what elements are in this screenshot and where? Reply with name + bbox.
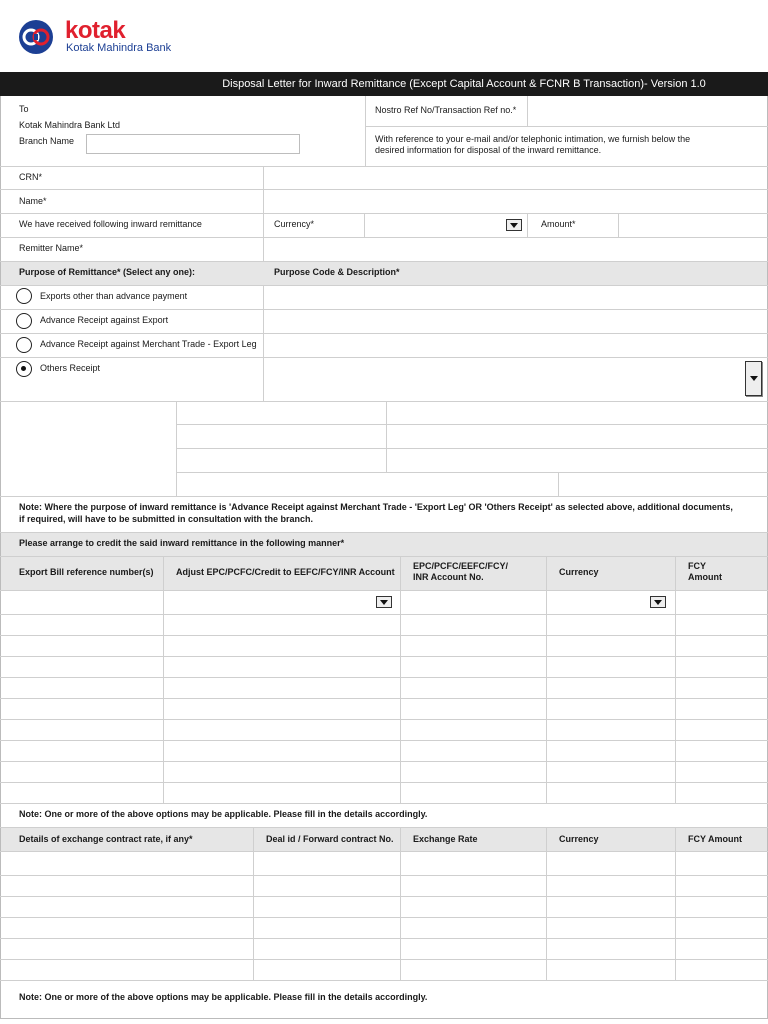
col-account-no-line2: INR Account No.: [413, 572, 484, 582]
reference-text-line1: With reference to your e-mail and/or telephonic intimation, we furnish below the: [375, 134, 691, 144]
purpose-option-others[interactable]: [0, 358, 263, 401]
option-label: Advance Receipt against Merchant Trade - Export Leg: [40, 339, 257, 349]
crn-input[interactable]: [264, 167, 767, 189]
additional-input-7[interactable]: [177, 473, 558, 496]
table-row[interactable]: [1, 897, 767, 917]
note-merchant-trade-line2: if required, will have to be submitted in consultation with the branch.: [19, 514, 314, 524]
table-row[interactable]: [1, 783, 767, 803]
col-currency: Currency: [559, 567, 599, 577]
table-row[interactable]: [1, 741, 767, 761]
additional-input-3[interactable]: [177, 425, 386, 448]
kotak-logo-icon: [18, 19, 54, 55]
purpose-option-merchant-trade[interactable]: [0, 334, 263, 357]
remitter-name-label: Remitter Name*: [19, 243, 84, 253]
remitter-name-input[interactable]: [264, 238, 767, 261]
col-fcy-line2: Amount: [688, 572, 722, 582]
option-label: Exports other than advance payment: [40, 291, 188, 301]
additional-input-4[interactable]: [387, 425, 767, 448]
col-fcy-line1: FCY: [688, 561, 706, 571]
purpose-option-exports[interactable]: [0, 286, 263, 309]
branch-name-input[interactable]: [86, 134, 300, 154]
purpose-code-input-2[interactable]: [264, 310, 767, 333]
col-adjust-account: Adjust EPC/PCFC/Credit to EEFC/FCY/INR Account: [176, 567, 395, 577]
nostro-ref-input[interactable]: [528, 97, 767, 125]
table-row[interactable]: [1, 720, 767, 740]
received-label: We have received following inward remittance: [19, 219, 202, 229]
option-label: Others Receipt: [40, 363, 101, 373]
note-options-1: Note: One or more of the above options may be applicable. Please fill in the details accordingly.: [19, 809, 428, 819]
purpose-option-advance-export[interactable]: [0, 310, 263, 333]
purpose-header-label: Purpose of Remittance* (Select any one):: [19, 267, 196, 277]
currency-dropdown-icon[interactable]: [506, 219, 522, 231]
table-row[interactable]: [1, 939, 767, 959]
radio-button[interactable]: [16, 288, 32, 304]
additional-input-2[interactable]: [387, 402, 767, 424]
adjust-account-dropdown-icon[interactable]: [376, 596, 392, 608]
name-label: Name*: [19, 196, 47, 206]
col-exchange-rate: Exchange Rate: [413, 834, 478, 844]
additional-input-8[interactable]: [559, 473, 767, 496]
col-exchange-details: Details of exchange contract rate, if any*: [19, 834, 193, 844]
table-row[interactable]: [1, 762, 767, 782]
brand-name: kotak: [65, 17, 126, 44]
credit-section-header: Please arrange to credit the said inward remittance in the following manner*: [19, 538, 345, 548]
currency-label: Currency*: [274, 219, 315, 229]
crn-label: CRN*: [19, 172, 43, 182]
table-row[interactable]: [1, 876, 767, 896]
col-export-bill: Export Bill reference number(s): [19, 567, 154, 577]
table-row[interactable]: [1, 699, 767, 719]
brand-subtitle: Kotak Mahindra Bank: [66, 42, 172, 54]
table-row[interactable]: [1, 960, 767, 980]
table-row[interactable]: [1, 918, 767, 938]
col-exchange-fcy-amount: FCY Amount: [688, 834, 742, 844]
col-deal-id: Deal id / Forward contract No.: [266, 834, 394, 844]
credit-currency-dropdown-icon[interactable]: [650, 596, 666, 608]
option-label: Advance Receipt against Export: [40, 315, 169, 325]
purpose-dropdown-icon[interactable]: [745, 361, 762, 396]
nostro-ref-label: Nostro Ref No/Transaction Ref no.*: [375, 105, 517, 115]
amount-label: Amount*: [541, 219, 576, 229]
kotak-logo: [18, 18, 178, 58]
radio-button-selected[interactable]: [16, 361, 32, 377]
table-row[interactable]: [1, 636, 767, 656]
additional-input-5[interactable]: [177, 449, 386, 472]
branch-name-label: Branch Name: [19, 136, 75, 146]
purpose-code-input-3[interactable]: [264, 334, 767, 357]
col-account-no-line1: EPC/PCFC/EEFC/FCY/: [413, 561, 509, 571]
additional-input-6[interactable]: [387, 449, 767, 472]
table-row[interactable]: [1, 615, 767, 635]
currency-select[interactable]: [365, 214, 527, 237]
table-row[interactable]: [1, 657, 767, 677]
additional-input-1[interactable]: [177, 402, 386, 424]
radio-button[interactable]: [16, 313, 32, 329]
table-row[interactable]: [1, 678, 767, 698]
page-title: Disposal Letter for Inward Remittance (Except Capital Account & FCNR B Transaction)- Version 1.0: [222, 78, 706, 90]
name-input[interactable]: [264, 190, 767, 213]
note-merchant-trade-line1: Note: Where the purpose of inward remittance is 'Advance Receipt against Merchant Trade - 'Export Leg' OR 'Others Receipt' as selected above, additional documents,: [19, 502, 733, 512]
purpose-code-input-1[interactable]: [264, 286, 767, 309]
reference-text-line2: desired information for disposal of the inward remittance.: [375, 145, 602, 155]
table-row[interactable]: [1, 852, 767, 875]
purpose-code-header: Purpose Code & Description*: [274, 267, 400, 277]
amount-input[interactable]: [619, 214, 767, 237]
col-exchange-currency: Currency: [559, 834, 599, 844]
note-options-2: Note: One or more of the above options may be applicable. Please fill in the details accordingly.: [19, 992, 428, 1002]
purpose-code-select[interactable]: [264, 358, 767, 401]
bank-name: Kotak Mahindra Bank Ltd: [19, 120, 121, 130]
to-label: To: [19, 104, 29, 114]
radio-button[interactable]: [16, 337, 32, 353]
